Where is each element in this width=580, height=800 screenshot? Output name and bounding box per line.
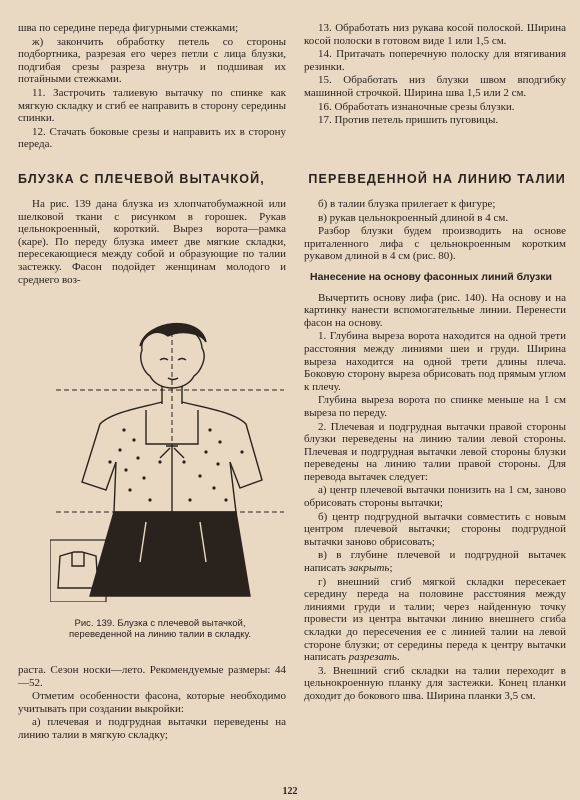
paragraph: 17. Против петель пришить пуговицы. [318,114,499,127]
section-heading [18,172,566,186]
paragraph: 3. Внешний сгиб складки на талии переходит в цельнокроенную планку для застежки. Конец планки доходит до бокового шва. Ширина планки 3,5 см. [304,664,566,702]
paragraph: 13. Обработать низ рукава косой полоской. Ширина косой полоски в готовом виде 1 или 1,5 см. [304,22,566,47]
paragraph: Глубина выреза ворота по спинке меньше на 1 см выреза по переду. [304,394,566,419]
paragraph: а) плечевая и подгрудная вытачки переведены на линию талии в мягкую складку; [18,716,286,741]
paragraph: Отметим особенности фасона, которые необходимо учитывать при создании выкройки: [18,690,286,715]
paragraph: 14. Притачать поперечную полоску для втягивания резинки. [304,48,566,73]
paragraph: раста. Сезон носки—лето. Рекомендуемые размеры: 44—52. [18,664,286,689]
text-run: . [396,651,400,664]
blouse-illustration [50,312,290,602]
italic-text: разрезать [348,651,397,664]
paragraph: 1. Глубина выреза ворота находится на одной трети расстояния между линиями шеи и груди. Ширина выреза находится на одной трети длины плеча. Боковую сторону выреза обрисовать под прямым углом к плечу. [304,330,566,393]
paragraph: 11. Застрочить талиевую вытачку по спинке как мягкую складку и сгиб ее направить в сторону середины спинки. [18,86,286,125]
figure-caption: Рис. 139. Блузка с плечевой вытачкой, переведенной на линию талии в складку. [69,618,251,640]
paragraph: б) в талии блузка прилегает к фигуре; [318,198,496,210]
top-left-column [18,22,286,152]
bottom-left-column [18,664,286,743]
text-run: в) в глубине плечевой и подгрудной вытачек написать [304,549,566,575]
text-run: г) внешний сгиб мягкой складки пересекает середину переда на половине расстояния между линиями груди и талии; через найденную точку провести из центра вытачки линию внешнего сгиба складки до пересечения ее с линией талии на левой стороне блузки; от середины переда к центру вытачки написать [304,575,566,664]
paragraph: На рис. 139 дана блузка из хлопчатобумажной или шелковой ткани с рисунком в горошек. Рукав цельнокроенный, короткий. Вырез ворота—рамка (каре). По переду блузка имеет две мягкие складки, пересекающиеся между собой и образующие по талии застежку. Фасон подойдет женщинам молодого и среднего воз- [18,198,286,286]
paragraph: Вычертить основу лифа (рис. 140). На основу и на картинку нанести вспомогательные линии. Перенести фасон на основу. [304,291,566,329]
paragraph [304,549,566,574]
paragraph: 16. Обработать изнаночные срезы блузки. [318,100,515,113]
intro-paragraph-column [18,198,286,287]
subheading: Нанесение на основу фасонных линий блузки [310,270,552,283]
paragraph [304,576,566,664]
paragraph: б) центр подгрудной вытачки совместить с новым центром плечевой вытачки; стороны подгрудной вытачки заново обрисовать; [304,510,566,548]
paragraph: в) рукав цельнокроенный длиной в 4 см. [318,211,509,224]
heading-right: ПЕРЕВЕДЕННОЙ НА ЛИНИЮ ТАЛИИ [308,172,566,186]
heading-left: БЛУЗКА С ПЛЕЧЕВОЙ ВЫТАЧКОЙ, [18,172,265,186]
paragraph: Разбор блузки будем производить на основе приталенного лифа с цельнокроенным коротким рукавом длиной в 4 см (рис. 80). [304,225,566,263]
page-number: 122 [282,786,298,797]
text-run: ; [389,562,393,575]
top-right-column [304,22,566,128]
italic-text: закрыть [348,562,390,575]
paragraph: 12. Стачать боковые срезы и направить их в сторону переда. [18,125,286,151]
paragraph: ж) закончить обработку петель со стороны подбортника, разрезая его через петли с лица блузки, подгибая срезы разреза внутрь и подшивая их потайными стежками. [18,35,286,86]
paragraph: шва по середине переда фигурными стежками; [18,22,239,34]
paragraph: 2. Плечевая и подгрудная вытачки правой стороны блузки переведены на линию талии левой стороны. Плечевая и подгрудная вытачки левой стороны блузки переведены на линию талии правой стороны. Для перевода вытачек следует: [304,420,566,483]
right-column [304,198,566,704]
paragraph: а) центр плечевой вытачки понизить на 1 см, заново обрисовать стороны вытачки; [304,484,566,510]
paragraph: 15. Обработать низ блузки швом вподгибку машинной строчкой. Ширина шва 1,5 или 2 см. [304,74,566,99]
